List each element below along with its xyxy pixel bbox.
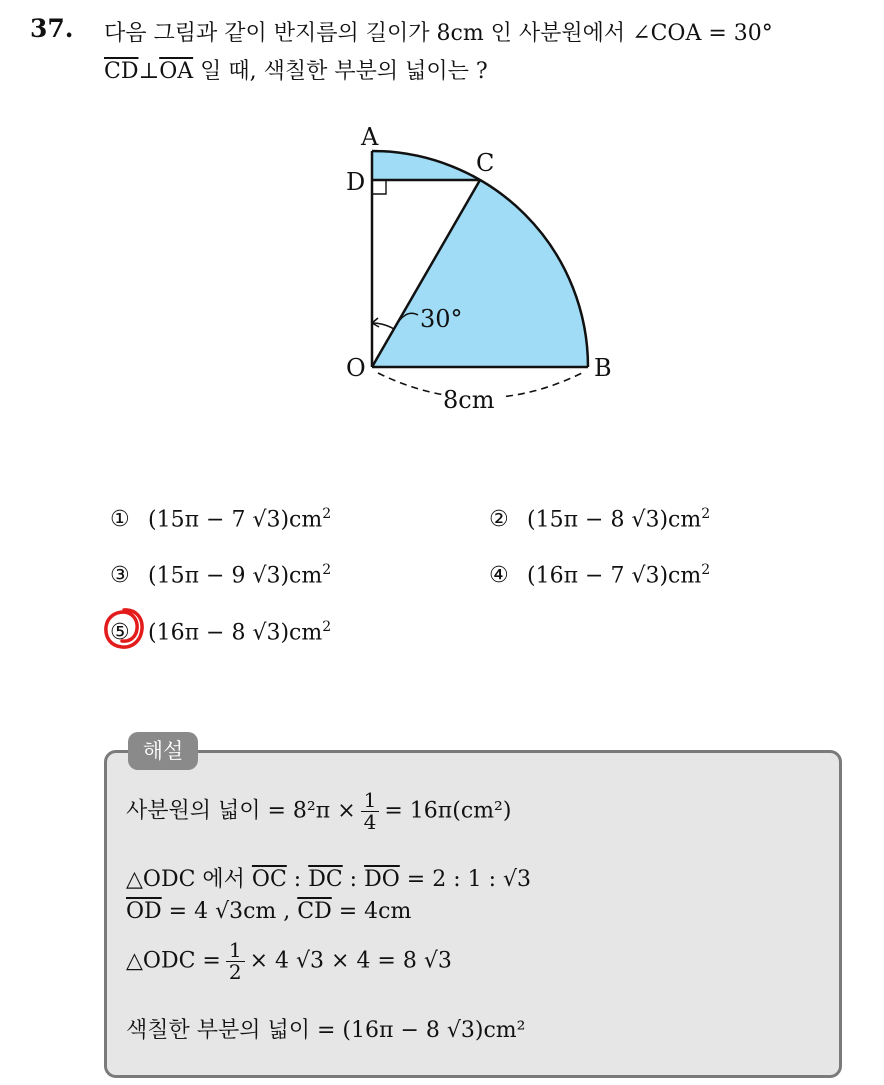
solution-l1-post: = 16π(cm²) <box>384 798 512 824</box>
choice-2[interactable] <box>489 506 710 532</box>
solution-l2-pre: △ODC 에서 <box>126 867 252 892</box>
solution-line-1 <box>126 790 511 833</box>
question-text-line2 <box>104 54 488 85</box>
quadrant-figure <box>330 110 630 420</box>
label-angle: 30° <box>420 305 463 333</box>
choice-text: (16π − 8 √3)cm <box>148 620 323 646</box>
choice-text: (15π − 7 √3)cm <box>148 507 323 533</box>
choice-exp: 2 <box>322 619 332 635</box>
segment-dc: $\overline{DC}$ <box>308 867 343 892</box>
choice-text: (16π − 7 √3)cm <box>527 563 702 589</box>
solution-l1-pre: 사분원의 넓이 = 8²π × <box>126 798 356 824</box>
question-text-line1: 다음 그림과 같이 반지름의 길이가 8cm 인 사분원에서 ∠COA = 30° <box>104 21 773 46</box>
choice-exp: 2 <box>322 562 332 578</box>
shaded-sector-ocb <box>372 180 588 367</box>
solution-line-3 <box>126 899 411 924</box>
solution-l4-post: × 4 √3 × 4 = 8 √3 <box>249 948 452 974</box>
choice-text: (15π − 8 √3)cm <box>527 507 702 533</box>
choice-number: ③ <box>110 563 130 589</box>
solution-tag: 해설 <box>128 732 198 770</box>
segment-oa: $\overline{OA}$ <box>159 59 194 84</box>
solution-l3-mid: = 4 √3cm , <box>161 899 298 924</box>
choice-3[interactable] <box>110 562 331 588</box>
choice-exp: 2 <box>322 506 332 522</box>
solution-line-5: 색칠한 부분의 넓이 = (16π − 8 √3)cm² <box>126 1018 526 1043</box>
choice-4[interactable] <box>489 562 710 588</box>
ratio-sep: : <box>342 867 365 892</box>
question-number: 37. <box>30 14 74 43</box>
label-c: C <box>476 149 495 177</box>
choice-text: (15π − 9 √3)cm <box>148 563 323 589</box>
choice-number: ① <box>110 507 130 533</box>
solution-l2-post: = 2 : 1 : √3 <box>399 867 532 892</box>
choice-exp: 2 <box>701 562 711 578</box>
segment-cd: $\overline{CD}$ <box>297 899 332 924</box>
answer-circle-mark <box>102 606 146 652</box>
choice-number: ⑤ <box>110 620 130 646</box>
fraction-one-quarter <box>361 790 380 833</box>
choice-number: ④ <box>489 563 509 589</box>
fraction-denominator: 2 <box>228 960 242 984</box>
perp-symbol: ⊥ <box>138 59 160 84</box>
segment-do: $\overline{DO}$ <box>364 867 400 892</box>
solution-line-4 <box>126 940 452 983</box>
solution-l3-post: = 4cm <box>331 899 412 924</box>
label-d: D <box>346 168 366 196</box>
label-radius: 8cm <box>443 386 495 414</box>
fraction-denominator: 4 <box>363 810 377 834</box>
choice-number: ② <box>489 507 509 533</box>
solution-l4-pre: △ODC = <box>126 948 221 974</box>
label-a: A <box>361 123 379 151</box>
label-b: B <box>594 354 612 382</box>
shaded-segment-adc <box>372 151 480 180</box>
fraction-numerator: 1 <box>361 790 380 812</box>
choice-exp: 2 <box>701 506 711 522</box>
label-o: O <box>346 354 366 382</box>
fraction-numerator: 1 <box>226 940 245 962</box>
question-tail: 일 때, 색칠한 부분의 넓이는 ? <box>193 59 488 84</box>
choice-1[interactable] <box>110 506 331 532</box>
segment-cd: $\overline{CD}$ <box>104 59 139 84</box>
solution-line-2 <box>126 862 531 893</box>
segment-od: $\overline{OD}$ <box>126 899 162 924</box>
segment-oc: $\overline{OC}$ <box>251 867 287 892</box>
fraction-one-half <box>226 940 245 983</box>
angle-arc <box>372 323 394 329</box>
ratio-sep: : <box>286 867 309 892</box>
right-angle-mark <box>372 180 386 194</box>
